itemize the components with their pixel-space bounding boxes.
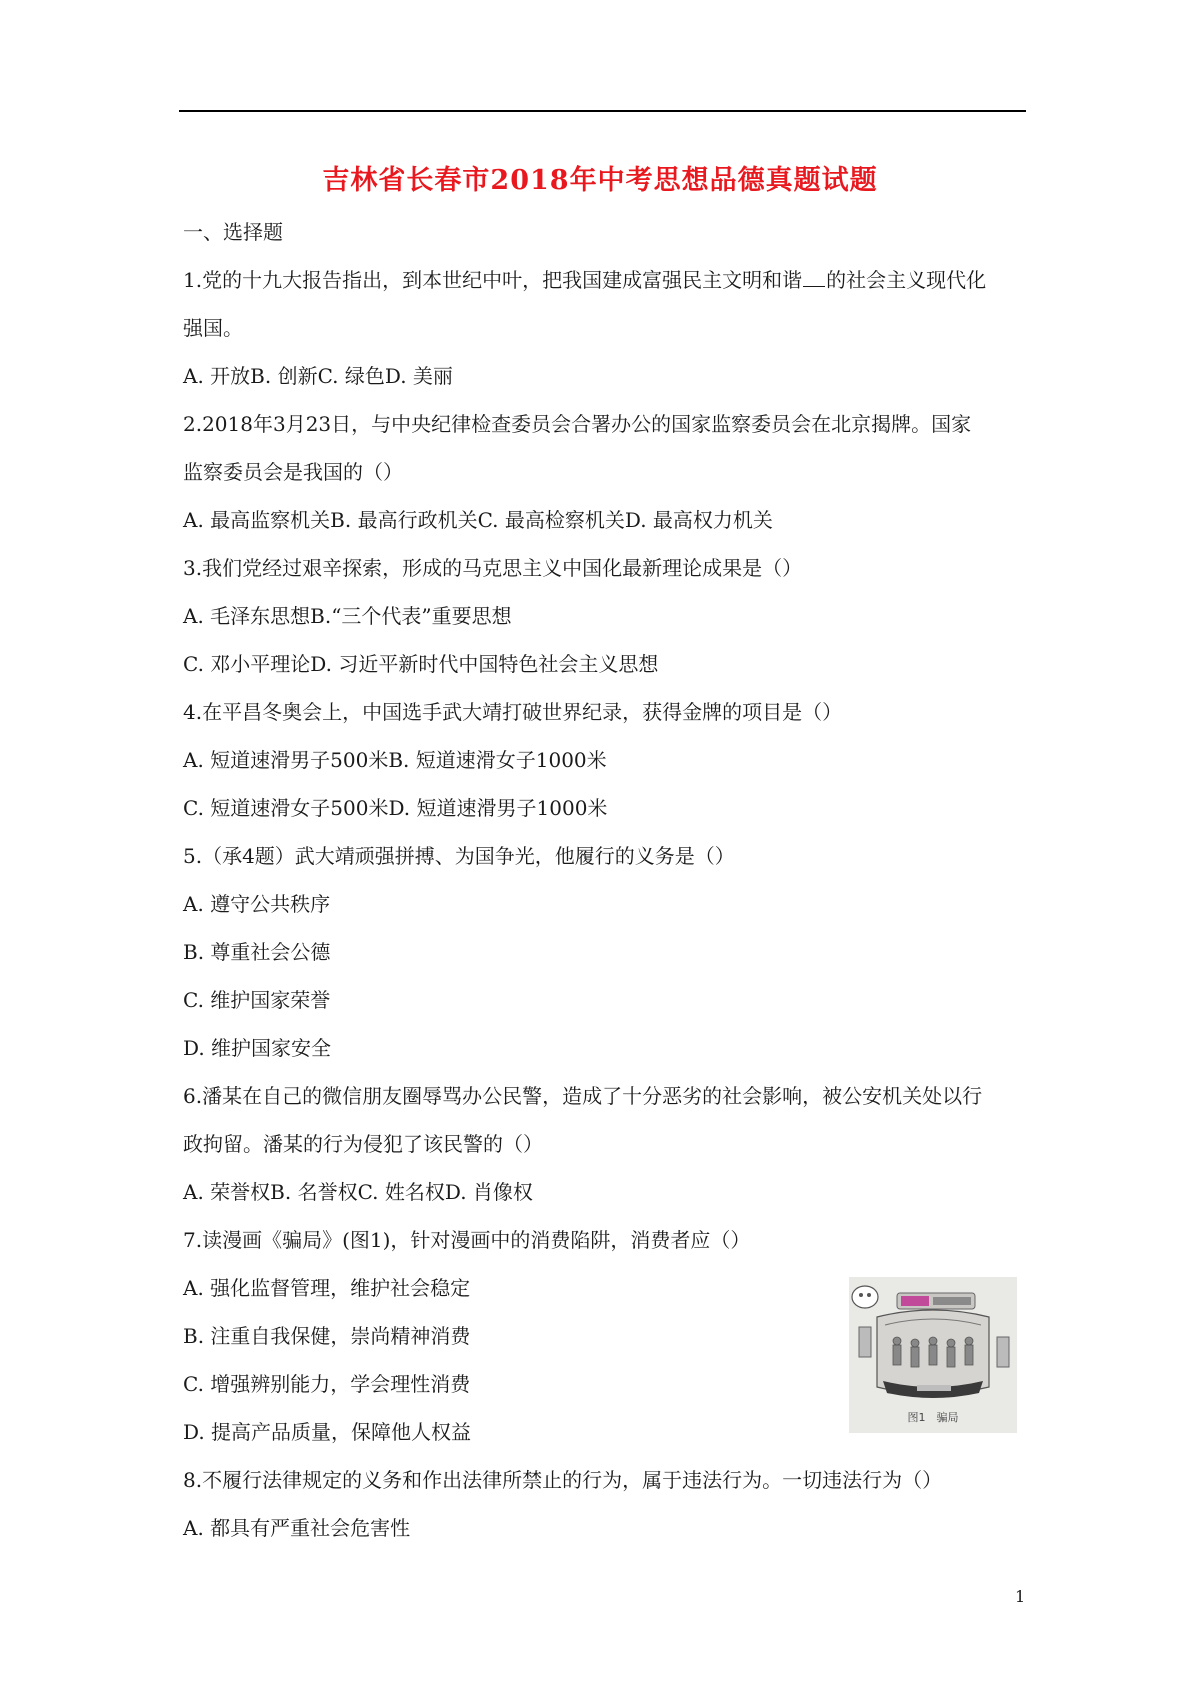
question-2-options: A. 最高监察机关B. 最高行政机关C. 最高检察机关D. 最高权力机关 [183,508,773,532]
question-4-options-2: C. 短道速滑女子500米D. 短道速滑男子1000米 [183,796,608,820]
question-3-options-1: A. 毛泽东思想B.“三个代表”重要思想 [183,604,512,628]
page-number: 1 [1015,1587,1026,1606]
question-4-options-1: A. 短道速滑男子500米B. 短道速滑女子1000米 [183,748,607,772]
question-2-line-2: 监察委员会是我国的（） [183,460,403,484]
question-5-line-1: 5.（承4题）武大靖顽强拼搏、为国争光，他履行的义务是（） [183,844,735,868]
question-7-option-a: A. 强化监督管理，维护社会稳定 [183,1276,471,1300]
question-7-line-1: 7.读漫画《骗局》(图1)，针对漫画中的消费陷阱，消费者应（） [183,1228,751,1252]
question-4-line-1: 4.在平昌冬奥会上，中国选手武大靖打破世界纪录，获得金牌的项目是（） [183,700,843,724]
question-6-line-2: 政拘留。潘某的行为侵犯了该民警的（） [183,1132,543,1156]
question-7-option-d: D. 提高产品质量，保障他人权益 [183,1420,472,1444]
question-5-option-d: D. 维护国家安全 [183,1036,332,1060]
question-8-option-a: A. 都具有严重社会危害性 [183,1516,411,1540]
page-title: 吉林省长春市2018年中考思想品德真题试题 [322,165,878,196]
q1-text-part1: 1.党的十九大报告指出，到本世纪中叶，把我国建成富强民主文明和谐 [183,268,803,292]
question-7-option-b: B. 注重自我保健，崇尚精神消费 [183,1324,471,1348]
figure-caption: 图1 骗局 [907,1411,959,1424]
question-2-line-1: 2.2018年3月23日，与中央纪律检查委员会合署办公的国家监察委员会在北京揭牌。国家 [183,412,972,436]
question-5-option-c: C. 维护国家荣誉 [183,988,331,1012]
question-3-options-2: C. 邓小平理论D. 习近平新时代中国特色社会主义思想 [183,652,659,676]
question-5-option-b: B. 尊重社会公德 [183,940,331,964]
question-1-options: A. 开放B. 创新C. 绿色D. 美丽 [183,364,453,388]
question-8-line-1: 8.不履行法律规定的义务和作出法律所禁止的行为，属于违法行为。一切违法行为（） [183,1468,943,1492]
header-rule [179,110,1026,112]
question-7-option-c: C. 增强辨别能力，学会理性消费 [183,1372,471,1396]
question-3-line-1: 3.我们党经过艰辛探索，形成的马克思主义中国化最新理论成果是（） [183,556,803,580]
question-1-line-1 [183,268,986,292]
answer-blank [803,270,825,287]
question-1-line-2: 强国。 [183,316,243,340]
question-6-line-1: 6.潘某在自己的微信朋友圈辱骂办公民警，造成了十分恶劣的社会影响，被公安机关处以行 [183,1084,983,1108]
cartoon-figure [849,1277,1017,1433]
q1-text-part2: 的社会主义现代化 [826,268,987,292]
section-heading: 一、选择题 [183,220,283,244]
question-5-option-a: A. 遵守公共秩序 [183,892,331,916]
question-6-options: A. 荣誉权B. 名誉权C. 姓名权D. 肖像权 [183,1180,533,1204]
